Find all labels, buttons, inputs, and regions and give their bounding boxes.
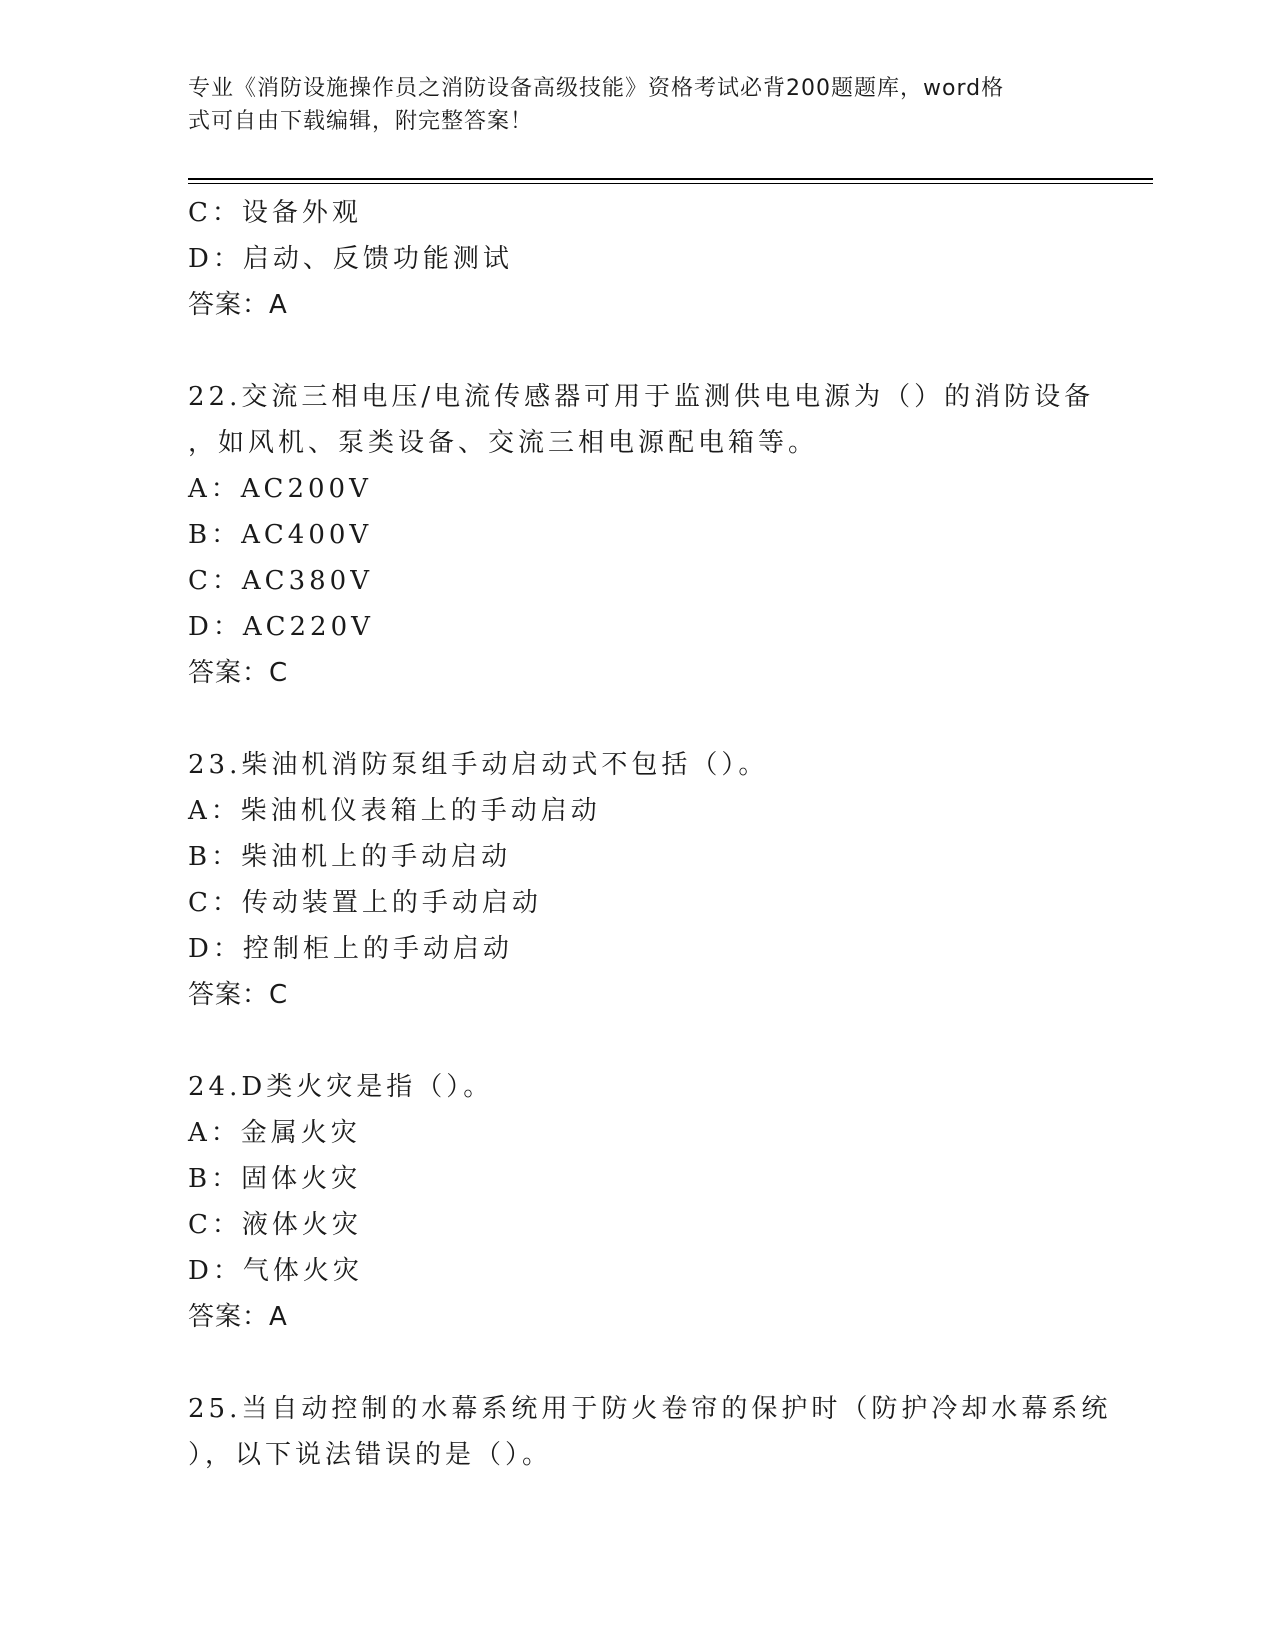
option-line: D：气体火灾 (188, 1256, 363, 1286)
spacer (188, 1018, 1088, 1064)
header-divider-thin (188, 183, 1153, 184)
question-stem: ，如风机、泵类设备、交流三相电源配电箱等。 (188, 428, 819, 458)
header-line-2: 式可自由下载编辑，附完整答案！ (188, 109, 534, 134)
answer-line: 答案：A (188, 290, 288, 320)
spacer (188, 1340, 1088, 1386)
question-stem: 22.交流三相电压/电流传感器可用于监测供电电源为（）的消防设备 (188, 382, 1095, 412)
spacer (188, 328, 1088, 374)
answer-line: 答案：C (188, 980, 289, 1010)
option-line: D：控制柜上的手动启动 (188, 934, 513, 964)
option-line: C：AC380V (188, 566, 373, 596)
option-line: B：AC400V (188, 520, 373, 550)
question-stem: 25.当自动控制的水幕系统用于防火卷帘的保护时（防护冷却水幕系统 (188, 1394, 1112, 1424)
option-line: A：柴油机仪表箱上的手动启动 (188, 796, 601, 826)
answer-line: 答案：C (188, 658, 289, 688)
option-line: C：液体火灾 (188, 1210, 362, 1240)
option-line: D：AC220V (188, 612, 374, 642)
spacer (188, 696, 1088, 742)
question-stem: 24.D类火灾是指（）。 (188, 1072, 494, 1102)
option-line: C：传动装置上的手动启动 (188, 888, 542, 918)
question-stem: 23.柴油机消防泵组手动启动式不包括（）。 (188, 750, 769, 780)
question-content (188, 190, 1112, 1478)
option-line: B：柴油机上的手动启动 (188, 842, 512, 872)
question-stem: ），以下说法错误的是（）。 (188, 1440, 553, 1470)
option-line: C：设备外观 (188, 198, 362, 228)
header-divider-thick (188, 178, 1153, 180)
option-line: A：AC200V (188, 474, 372, 504)
option-line: D：启动、反馈功能测试 (188, 244, 513, 274)
answer-line: 答案：A (188, 1302, 288, 1332)
option-line: A：金属火灾 (188, 1118, 361, 1148)
header-line-1: 专业《消防设施操作员之消防设备高级技能》资格考试必背200题题库，word格 (188, 76, 1005, 101)
document-header (188, 72, 1068, 138)
option-line: B：固体火灾 (188, 1164, 362, 1194)
